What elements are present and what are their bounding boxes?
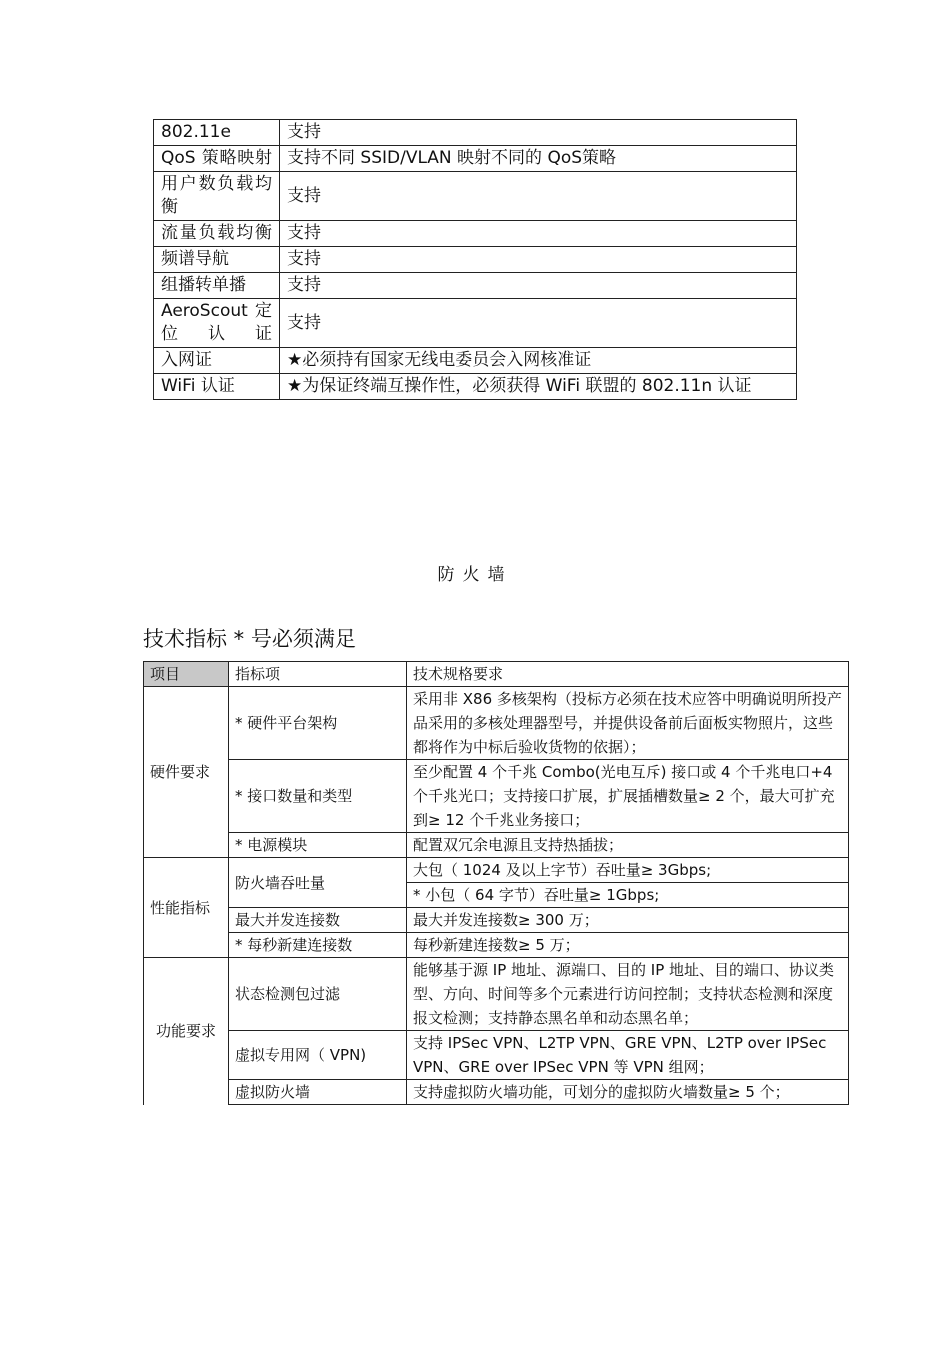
group-hardware: 硬件要求 [144, 687, 229, 858]
feature-value: 支持 [280, 299, 797, 348]
group-performance: 性能指标 [144, 858, 229, 958]
header-item: 指标项 [229, 662, 407, 687]
spec-requirement: 大包（ 1024 及以上字节）吞吐量≥ 3Gbps; [407, 858, 849, 883]
spec-requirement: 能够基于源 IP 地址、源端口、目的 IP 地址、目的端口、协议类型、方向、时间等多个元素进行访问控制；支持状态检测和深度报文检测；支持静态黑名单和动态黑名单； [407, 958, 849, 1031]
spec-item: * 每秒新建连接数 [229, 933, 407, 958]
feature-label: 组播转单播 [154, 273, 280, 299]
header-requirement: 技术规格要求 [407, 662, 849, 687]
table-row [144, 958, 849, 1031]
spec-item: 状态检测包过滤 [229, 958, 407, 1031]
feature-label: 用户数负载均衡 [154, 172, 280, 221]
table-row [154, 299, 797, 348]
feature-value: 支持 [280, 120, 797, 146]
spec-requirement: * 小包（ 64 字节）吞吐量≥ 1Gbps; [407, 883, 849, 908]
spec-item: 防火墙吞吐量 [229, 858, 407, 908]
feature-label: 入网证 [154, 348, 280, 374]
feature-label: QoS 策略映射 [154, 146, 280, 172]
wifi-feature-table [153, 119, 797, 400]
table-row [154, 348, 797, 374]
feature-value: 支持 [280, 273, 797, 299]
table-row [144, 933, 849, 958]
table-row [144, 858, 849, 883]
table-row [144, 833, 849, 858]
spec-item: * 硬件平台架构 [229, 687, 407, 760]
spec-item: 虚拟专用网（ VPN) [229, 1031, 407, 1080]
feature-value: ★必须持有国家无线电委员会入网核准证 [280, 348, 797, 374]
feature-label: 频谱导航 [154, 247, 280, 273]
spec-item: 最大并发连接数 [229, 908, 407, 933]
feature-value: 支持不同 SSID/VLAN 映射不同的 QoS策略 [280, 146, 797, 172]
group-function: 功能要求 [144, 958, 229, 1105]
table-row [154, 120, 797, 146]
feature-label: 802.11e [154, 120, 280, 146]
table-row [144, 760, 849, 833]
spec-item: 虚拟防火墙 [229, 1080, 407, 1105]
table-row [154, 247, 797, 273]
spec-requirement: 至少配置 4 个千兆 Combo(光电互斥) 接口或 4 个千兆电口+4 个千兆光口；支持接口扩展，扩展插槽数量≥ 2 个，最大可扩充到≥ 12 个千兆业务接口； [407, 760, 849, 833]
table-row [154, 221, 797, 247]
table-row [144, 687, 849, 760]
spec-requirement: 每秒新建连接数≥ 5 万； [407, 933, 849, 958]
table-row [144, 1080, 849, 1105]
table-row [154, 172, 797, 221]
feature-label: AeroScout 定位认证 [154, 299, 280, 348]
spec-heading: 技术指标 * 号必须满足 [143, 627, 356, 651]
feature-value: ★为保证终端互操作性，必须获得 WiFi 联盟的 802.11n 认证 [280, 374, 797, 400]
section-title: 防火墙 [437, 565, 513, 585]
feature-value: 支持 [280, 221, 797, 247]
feature-label: 流量负载均衡 [154, 221, 280, 247]
spec-requirement: 最大并发连接数≥ 300 万； [407, 908, 849, 933]
firewall-spec-table [143, 661, 849, 1105]
feature-label: WiFi 认证 [154, 374, 280, 400]
spec-requirement: 支持虚拟防火墙功能，可划分的虚拟防火墙数量≥ 5 个； [407, 1080, 849, 1105]
table-row [144, 1031, 849, 1080]
table-row [154, 374, 797, 400]
table-row [154, 146, 797, 172]
table-row [154, 273, 797, 299]
spec-requirement: 支持 IPSec VPN、L2TP VPN、GRE VPN、L2TP over IPSec VPN、GRE over IPSec VPN 等 VPN 组网； [407, 1031, 849, 1080]
spec-item: * 电源模块 [229, 833, 407, 858]
feature-value: 支持 [280, 247, 797, 273]
table-header-row [144, 662, 849, 687]
header-project: 项目 [144, 662, 229, 687]
spec-requirement: 配置双冗余电源且支持热插拔； [407, 833, 849, 858]
feature-value: 支持 [280, 172, 797, 221]
table-row [144, 908, 849, 933]
spec-item: * 接口数量和类型 [229, 760, 407, 833]
spec-requirement: 采用非 X86 多核架构（投标方必须在技术应答中明确说明所投产品采用的多核处理器型号，并提供设备前后面板实物照片，这些都将作为中标后验收货物的依据）； [407, 687, 849, 760]
